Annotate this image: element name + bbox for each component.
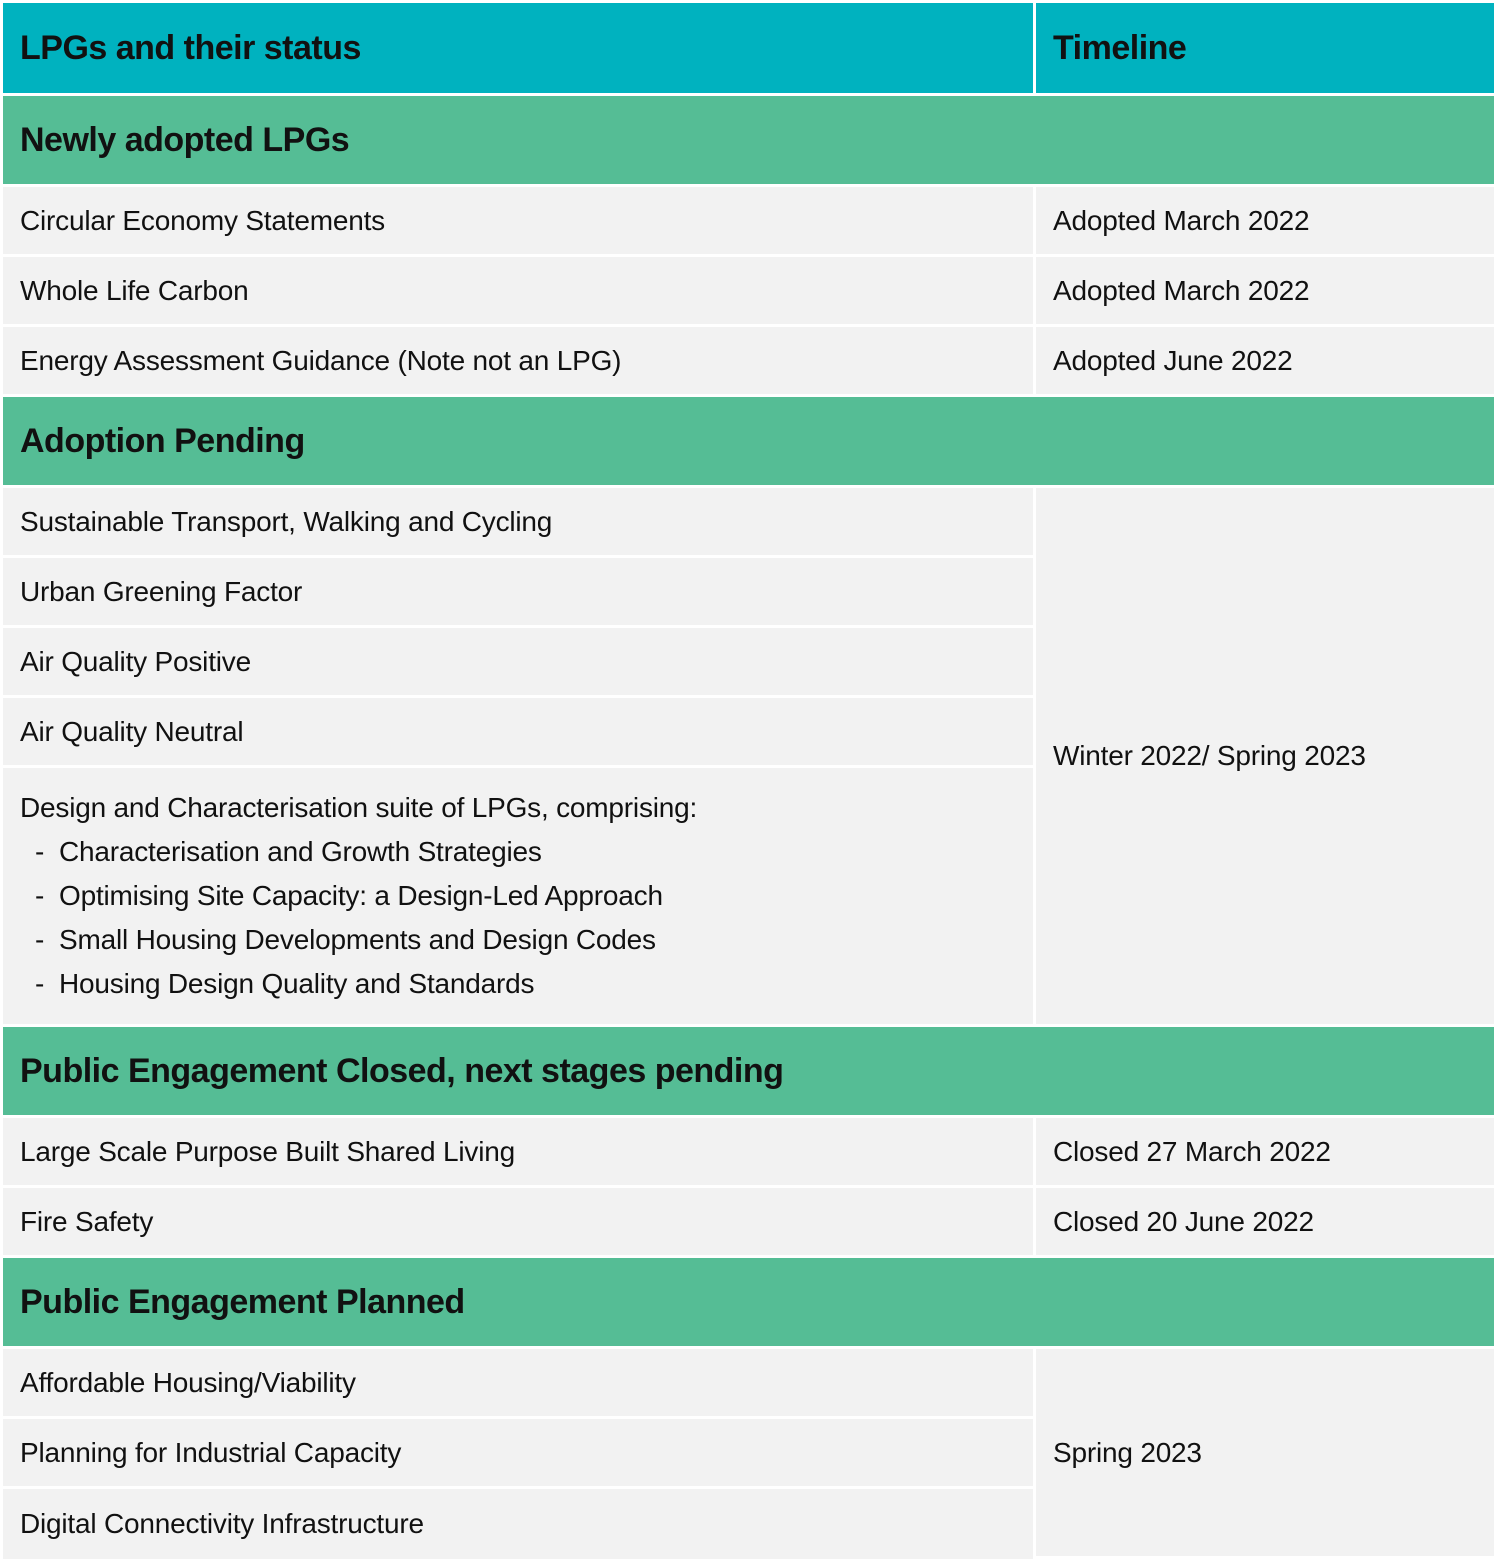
lpg-name: Digital Connectivity Infrastructure bbox=[3, 1489, 1036, 1559]
section-title: Adoption Pending bbox=[3, 397, 1494, 488]
section-title: Newly adopted LPGs bbox=[3, 96, 1494, 187]
table-row bbox=[3, 1118, 1494, 1188]
section-title: Public Engagement Planned bbox=[3, 1258, 1494, 1349]
lpg-name: Urban Greening Factor bbox=[3, 558, 1036, 628]
lpg-name: Affordable Housing/Viability bbox=[3, 1349, 1036, 1419]
column-header-timeline: Timeline bbox=[1036, 3, 1494, 96]
lpg-name: Design and Characterisation suite of LPGs, comprising: bbox=[20, 792, 698, 823]
lpg-timeline: Adopted March 2022 bbox=[1036, 187, 1494, 257]
section-row-newly-adopted bbox=[3, 96, 1494, 187]
lpg-name: Fire Safety bbox=[3, 1188, 1036, 1258]
table-row bbox=[3, 187, 1494, 257]
lpg-name: Air Quality Positive bbox=[3, 628, 1036, 698]
lpg-status-table bbox=[3, 3, 1494, 1559]
table-row bbox=[3, 1188, 1494, 1258]
lpg-timeline: Winter 2022/ Spring 2023 bbox=[1036, 488, 1494, 1027]
table-row bbox=[3, 488, 1494, 558]
lpg-timeline: Closed 27 March 2022 bbox=[1036, 1118, 1494, 1188]
lpg-name: Air Quality Neutral bbox=[3, 698, 1036, 768]
lpg-name: Sustainable Transport, Walking and Cycling bbox=[3, 488, 1036, 558]
table-row bbox=[3, 1349, 1494, 1419]
lpg-timeline: Adopted March 2022 bbox=[1036, 257, 1494, 327]
lpg-timeline: Closed 20 June 2022 bbox=[1036, 1188, 1494, 1258]
lpg-subitem: - Characterisation and Growth Strategies bbox=[35, 836, 542, 867]
lpg-suite-cell bbox=[3, 768, 1036, 1027]
section-row-engagement-planned bbox=[3, 1258, 1494, 1349]
lpg-subitem: - Optimising Site Capacity: a Design-Led Approach bbox=[35, 880, 663, 911]
lpg-timeline: Adopted June 2022 bbox=[1036, 327, 1494, 397]
lpg-name: Circular Economy Statements bbox=[3, 187, 1036, 257]
lpg-name: Large Scale Purpose Built Shared Living bbox=[3, 1118, 1036, 1188]
section-row-engagement-closed bbox=[3, 1027, 1494, 1118]
table-header-row bbox=[3, 3, 1494, 96]
lpg-subitem: - Small Housing Developments and Design Codes bbox=[35, 924, 656, 955]
lpg-timeline: Spring 2023 bbox=[1036, 1349, 1494, 1559]
section-title: Public Engagement Closed, next stages pending bbox=[3, 1027, 1494, 1118]
lpg-subitem: - Housing Design Quality and Standards bbox=[35, 968, 535, 999]
lpg-name: Energy Assessment Guidance (Note not an LPG) bbox=[3, 327, 1036, 397]
lpg-name: Planning for Industrial Capacity bbox=[3, 1419, 1036, 1489]
lpg-name: Whole Life Carbon bbox=[3, 257, 1036, 327]
table-row bbox=[3, 257, 1494, 327]
table-row bbox=[3, 327, 1494, 397]
section-row-adoption-pending bbox=[3, 397, 1494, 488]
column-header-lpgs: LPGs and their status bbox=[3, 3, 1036, 96]
